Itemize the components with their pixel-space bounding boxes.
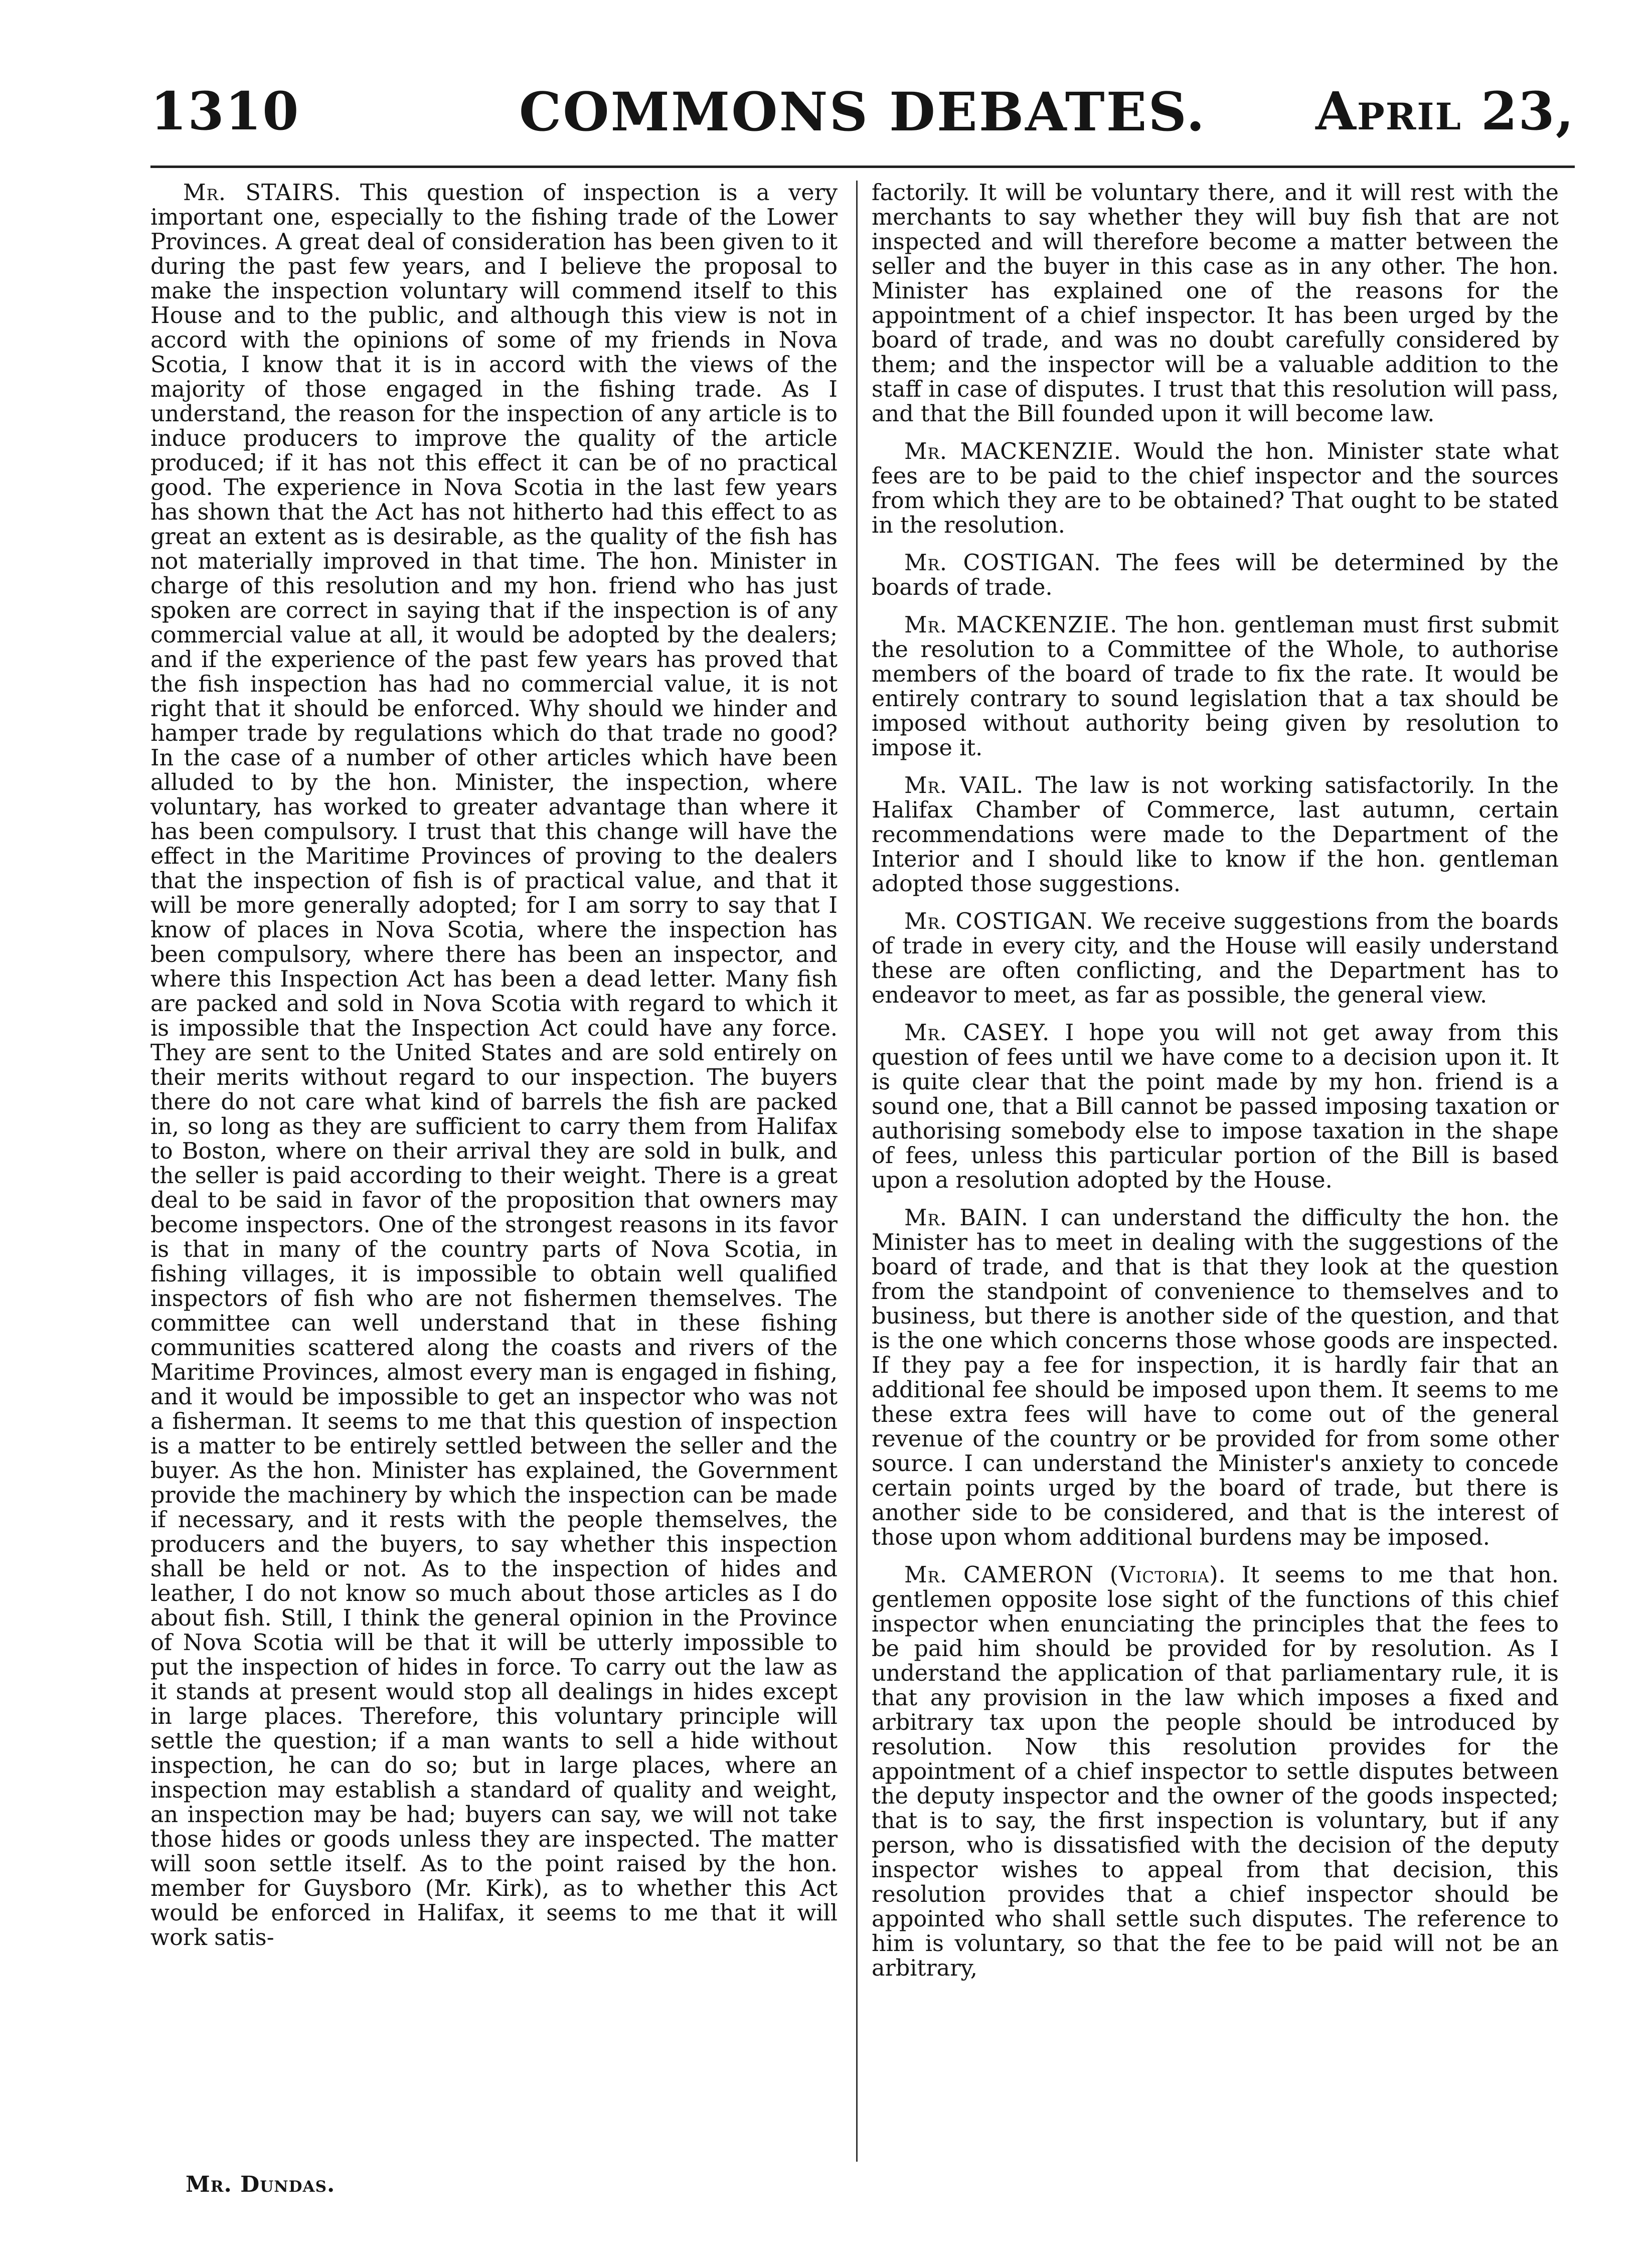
speaker-name: Mr. COSTIGAN.: [904, 909, 1094, 934]
speaker-name: Mr. COSTIGAN.: [904, 550, 1101, 576]
speech-paragraph: [872, 181, 1559, 426]
header-rule: [150, 166, 1575, 168]
speech-paragraph: [872, 773, 1559, 896]
speech-text: I can understand the difficulty the hon. the Minister has to meet in dealing with the suggestions of the board of trade, and that is that they look at the question from the standpoint of convenience to themselves and to business, but there is another side of the question, and that is the one which concerns those whose goods are inspected. If they pay a fee for inspection, it is hardly fair that an additional fee should be imposed upon them. It seems to me these extra fees will have to come out of the general revenue of the country or be provided for from some other source. I can understand the Minister's anxiety to concede certain points urged by the board of trade, but there is another side to be considered, and that is the interest of those upon whom additional burdens may be imposed.: [872, 1205, 1559, 1550]
speaker-name: Mr. BAIN.: [904, 1205, 1029, 1231]
speech-paragraph: [872, 1021, 1559, 1193]
speech-paragraph: [872, 551, 1559, 600]
speech-text: This question of inspection is a very important one, especially to the fishing trade of the Lower Provinces. A great deal of consideration has been given to it during the past few years, and I believe the proposal to make the inspection voluntary will commend itself to this House and to the public, and although this view is not in accord with the opinions of some of my friends in Nova Scotia, I know that it is in accord with the views of the majority of those engaged in the fishing trade. As I understand, the reason for the inspection of any article is to induce producers to improve the quality of the article produced; if it has not this effect it can be of no practical good. The experience in Nova Scotia in the last few years has shown that the Act has not hitherto had this effect to as great an extent as is desirable, as the quality of the fish has not materially improved in that time. The hon. Minister in charge of this resolution and my hon. friend who has just spoken are correct in saying that if the inspection is of any commercial value at all, it would be adopted by the dealers; and if the experience of the past few years has proved that the fish inspection has had no commercial value, it is not right that it should be enforced. Why should we hinder and hamper trade by regulations which do that trade no good? In the case of a number of other articles which have been alluded to by the hon. Minister, the inspection, where voluntary, has worked to greater advantage than where it has been compulsory. I trust that this change will have the effect in the Maritime Provinces of proving to the dealers that the inspection of fish is of practical value, and that it will be more generally adopted; for I am sorry to say that I know of places in Nova Scotia, where the inspection has been compulsory, where there has been an inspector, and where this Inspection Act has been a dead letter. Many fish are packed and sold in Nova Scotia with regard to which it is impossible that the Inspection Act could have any force. They are sent to the United States and are sold entirely on their merits without regard to our inspection. The buyers there do not care what kind of barrels the fish are packed in, so long as they are sufficient to carry them from Halifax to Boston, where on their arrival they are sold in bulk, and the seller is paid according to their weight. There is a great deal to be said in favor of the proposition that owners may become inspectors. One of the strongest reasons in its favor is that in many of the country parts of Nova Scotia, in fishing villages, it is impossible to obtain well qualified inspectors of fish who are not fishermen themselves. The committee can well understand that in these fishing communities scattered along the coasts and rivers of the Maritime Provinces, almost every man is engaged in fishing, and it would be impossible to get an inspector who was not a fisherman. It seems to me that this question of inspection is a matter to be entirely settled between the seller and the buyer. As the hon. Minister has explained, the Government provide the machinery by which the inspection can be made if necessary, and it rests with the people themselves, the producers and the buyers, to say whether this inspection shall be held or not. As to the inspection of hides and leather, I do not know so much about those articles as I do about fish. Still, I think the general opinion in the Province of Nova Scotia will be that it will be utterly impossible to put the inspection of hides in force. To carry out the law as it stands at present would stop all dealings in hides except in large places. Therefore, this voluntary principle will settle the question; if a man wants to sell a hide without inspection, he can do so; but in large places, where an inspection may establish a standard of quality and weight, an inspection may be had; buyers can say, we will not take those hides or goods unless they are inspected. The matter will soon settle itself. As to the point raised by the hon. member for Guysboro (Mr. Kirk), as to whether this Act would be enforced in Halifax, it seems to me that it will work satis-: [150, 181, 838, 1951]
speaker-name: Mr. CASEY.: [904, 1020, 1050, 1046]
right-column: [872, 181, 1559, 2187]
speaker-name: Mr. STAIRS.: [183, 181, 342, 206]
speech-text: I hope you will not get away from this question of fees until we have come to a decision upon it. It is quite clear that the point made by my hon. friend is a sound one, that a Bill cannot be passed imposing taxation or authorising somebody else to impose taxation in the shape of fees, unless this particular portion of the Bill is based upon a resolution adopted by the House.: [872, 1020, 1559, 1193]
page-number: 1310: [150, 80, 300, 142]
left-column: [150, 181, 838, 2187]
speech-paragraph: [872, 1563, 1559, 1981]
speech-paragraph: [872, 439, 1559, 538]
speech-paragraph: [872, 613, 1559, 760]
speech-text: The fees will be determined by the boards of trade.: [872, 550, 1559, 600]
speech-text: The law is not working satisfactorily. In the Halifax Chamber of Commerce, last autumn, certain recommendations were made to the Department of the Interior and I should like to know if the hon. gentleman adopted those suggestions.: [872, 773, 1559, 897]
speech-text: Would the hon. Minister state what fees are to be paid to the chief inspector and the sources from which they are to be obtained? That ought to be stated in the resolution.: [872, 439, 1559, 538]
speech-text: factorily. It will be voluntary there, and it will rest with the merchants to say whether they will buy fish that are not inspected and will therefore become a matter between the seller and the buyer in this case as in any other. The hon. Minister has explained one of the reasons for the appointment of a chief inspector. It has been urged by the board of trade, and was no doubt carefully considered by them; and the inspector will be a valuable addition to the staff in case of disputes. I trust that this resolution will pass, and that the Bill founded upon it will become law.: [872, 181, 1559, 427]
speech-paragraph: [150, 181, 838, 1950]
speaker-name: Mr. MACKENZIE.: [904, 612, 1118, 638]
page-date: April 23,: [1315, 80, 1575, 142]
speaker-name: Mr. MACKENZIE.: [904, 439, 1121, 464]
speaker-name: Mr. CAMERON (Victoria).: [904, 1562, 1226, 1588]
page-header: [150, 80, 1575, 155]
speech-text: We receive suggestions from the boards of trade in every city, and the House will easily understand these are often conflicting, and the Department has to endeavor to meet, as far as possible, the general view.: [872, 909, 1559, 1008]
speaker-name: Mr. VAIL.: [904, 773, 1024, 798]
speech-text: The hon. gentleman must first submit the resolution to a Committee of the Whole, to authorise members of the board of trade to fix the rate. It would be entirely contrary to sound legislation that a tax should be imposed without authority being given by resolution to impose it.: [872, 612, 1559, 761]
footer-speaker: Mr. Dundas.: [186, 2172, 336, 2197]
speech-paragraph: [872, 909, 1559, 1008]
speech-paragraph: [872, 1206, 1559, 1550]
page-title: COMMONS DEBATES.: [519, 80, 1207, 143]
speech-text: It seems to me that hon. gentlemen opposite lose sight of the functions of this chief inspector when enunciating the principles that the fees to be paid him should be provided for by resolution. As I understand the application of that parliamentary rule, it is that any provision in the law which imposes a fixed and arbitrary tax upon the people should be introduced by resolution. Now this resolution provides for the appointment of a chief inspector to settle disputes between the deputy inspector and the owner of the goods inspected; that is to say, the first inspection is voluntary, but if any person, who is dissatisfied with the decision of the deputy inspector wishes to appeal from that decision, this resolution provides that a chief inspector should be appointed who shall settle such disputes. The reference to him is voluntary, so that the fee to be paid will not be an arbitrary,: [872, 1562, 1559, 1981]
column-divider: [856, 181, 858, 2162]
